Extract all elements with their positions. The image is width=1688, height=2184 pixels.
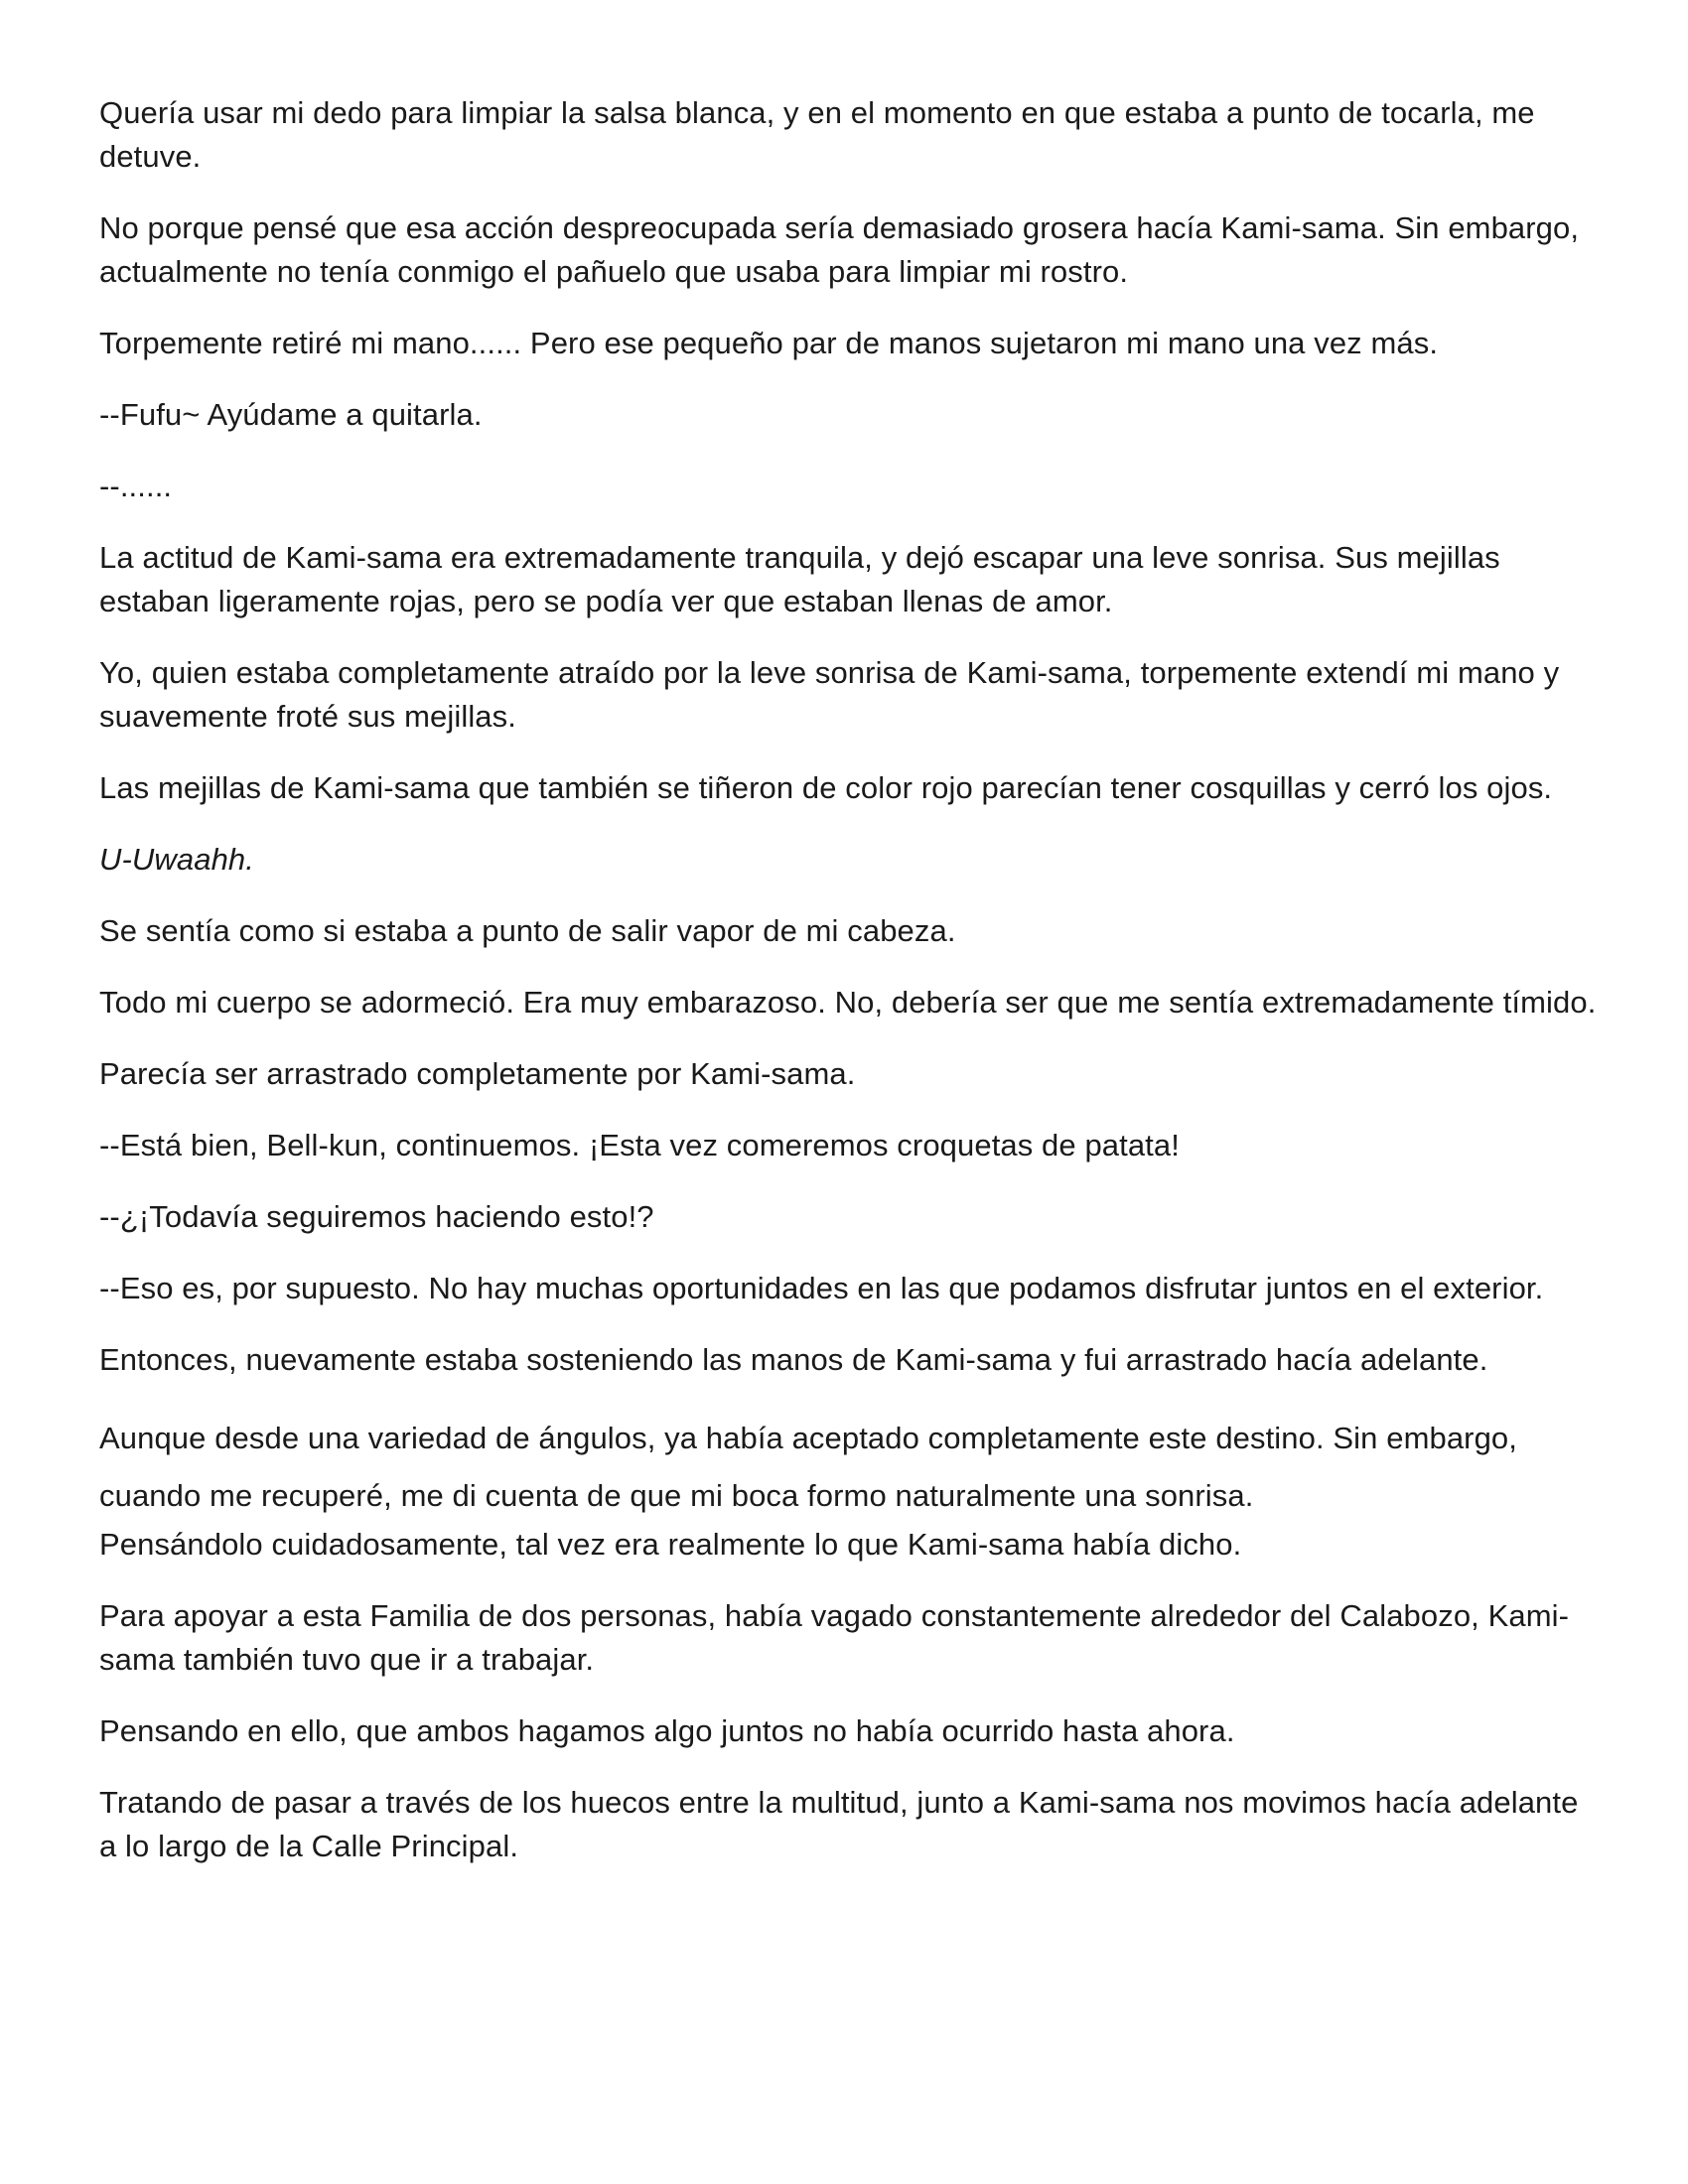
paragraph: --¿¡Todavía seguiremos haciendo esto!? (99, 1199, 654, 1234)
paragraph: Parecía ser arrastrado completamente por Kami-sama. (99, 1056, 856, 1091)
paragraph: Se sentía como si estaba a punto de salir vapor de mi cabeza. (99, 913, 956, 948)
paragraph: No porque pensé que esa acción despreocupada sería demasiado grosera hacía Kami-sama. Sin embargo, actualmente no tenía conmigo el pañuelo que usaba para limpiar mi rostro. (99, 210, 1580, 289)
paragraph: Yo, quien estaba completamente atraído por la leve sonrisa de Kami-sama, torpemente extendí mi mano y suavemente froté sus mejillas. (99, 655, 1560, 734)
italic-paragraph: U-Uwaahh. (99, 842, 254, 877)
paragraph: Tratando de pasar a través de los huecos entre la multitud, junto a Kami-sama nos movimos hacía adelante a lo largo de la Calle Principal. (99, 1785, 1579, 1863)
paragraph: Todo mi cuerpo se adormeció. Era muy embarazoso. No, debería ser que me sentía extremadamente tímido. (99, 985, 1597, 1020)
document-body (99, 91, 1599, 1896)
paragraph: Quería usar mi dedo para limpiar la salsa blanca, y en el momento en que estaba a punto de tocarla, me detuve. (99, 95, 1535, 174)
paragraph: Pensándolo cuidadosamente, tal vez era realmente lo que Kami-sama había dicho. (99, 1527, 1242, 1562)
paragraph: --Fufu~ Ayúdame a quitarla. (99, 397, 483, 432)
paragraph: Aunque desde una variedad de ángulos, ya había aceptado completamente este destino. Sin embargo, cuando me recuperé, me di cuenta de que mi boca formo naturalmente una sonrisa. (99, 1421, 1517, 1513)
paragraph: Pensando en ello, que ambos hagamos algo juntos no había ocurrido hasta ahora. (99, 1713, 1235, 1748)
paragraph: --...... (99, 469, 173, 503)
paragraph: Las mejillas de Kami-sama que también se tiñeron de color rojo parecían tener cosquillas y cerró los ojos. (99, 770, 1553, 805)
paragraph: La actitud de Kami-sama era extremadamente tranquila, y dejó escapar una leve sonrisa. Sus mejillas estaban ligeramente rojas, pero se podía ver que estaban llenas de amor. (99, 540, 1500, 618)
paragraph: Torpemente retiré mi mano...... Pero ese pequeño par de manos sujetaron mi mano una vez más. (99, 326, 1439, 360)
paragraph: --Está bien, Bell-kun, continuemos. ¡Esta vez comeremos croquetas de patata! (99, 1128, 1180, 1162)
paragraph: Entonces, nuevamente estaba sosteniendo las manos de Kami-sama y fui arrastrado hacía adelante. (99, 1342, 1488, 1377)
paragraph: --Eso es, por supuesto. No hay muchas oportunidades en las que podamos disfrutar juntos en el exterior. (99, 1271, 1544, 1305)
paragraph: Para apoyar a esta Familia de dos personas, había vagado constantemente alrededor del Calabozo, Kami-sama también tuvo que ir a trabajar. (99, 1598, 1570, 1677)
